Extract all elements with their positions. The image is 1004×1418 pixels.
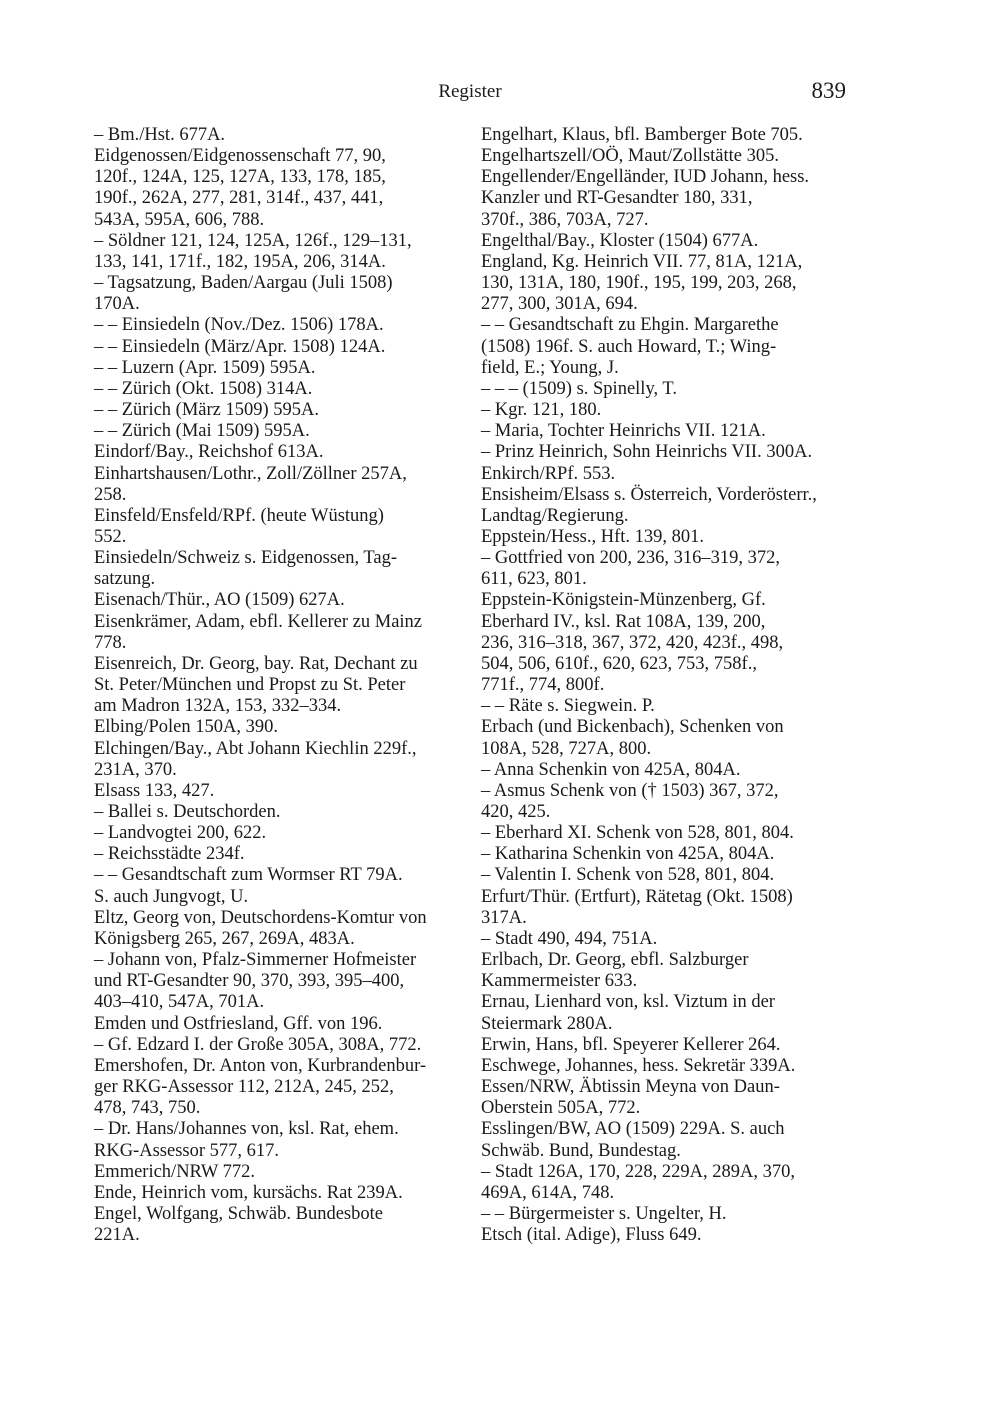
index-entry-line: – – Räte s. Siegwein. P. (481, 696, 655, 717)
index-entry-line: – Johann von, Pfalz-Simmerner Hofmeister (94, 950, 417, 971)
index-entry-continuation: 552. (94, 526, 127, 547)
index-entry-line: – Stadt 490, 494, 751A. (481, 928, 658, 949)
index-entry-continuation: 478, 743, 750. (94, 1098, 201, 1119)
index-entry (481, 717, 861, 759)
index-entry-continuation: ger RKG-Assessor 112, 212A, 245, 252, (94, 1077, 394, 1098)
index-entry-line: Emmerich/NRW 772. (94, 1161, 255, 1182)
index-entry-line: Erwin, Hans, bfl. Speyerer Kellerer 264. (481, 1034, 781, 1055)
index-entry-continuation: 221A. (94, 1225, 140, 1246)
index-entry (94, 802, 474, 823)
index-entry-line: – Kgr. 121, 180. (481, 400, 602, 421)
index-entry (481, 1035, 861, 1056)
index-entry-line: Elchingen/Bay., Abt Johann Kiechlin 229f., (94, 738, 417, 759)
index-entry-continuation: und RT-Gesandter 90, 370, 393, 395–400, (94, 971, 405, 992)
index-entry-continuation: 771f., 774, 800f. (481, 675, 605, 696)
index-entry-line: Engellender/Engelländer, IUD Johann, hess. (481, 167, 810, 188)
index-entry-line: Einhartshausen/Lothr., Zoll/Zöllner 257A, (94, 463, 407, 484)
header-title: Register (438, 81, 502, 102)
index-entry-continuation: 403–410, 547A, 701A. (94, 992, 265, 1013)
index-entry (94, 739, 474, 781)
index-entry (481, 590, 861, 696)
index-entry (481, 760, 861, 781)
index-entry-continuation: RKG-Assessor 577, 617. (94, 1140, 279, 1161)
page-number: 839 (811, 78, 846, 103)
index-entry (481, 1225, 861, 1246)
index-entry-line: Einsiedeln/Schweiz s. Eidgenossen, Tag- (94, 548, 398, 569)
index-entry-line: – – Bürgermeister s. Ungelter, H. (481, 1203, 727, 1224)
index-entry (94, 358, 474, 379)
index-entry-continuation: satzung. (94, 569, 156, 590)
index-entry-line: Eschwege, Johannes, hess. Sekretär 339A. (481, 1055, 796, 1076)
index-entry (94, 1035, 474, 1056)
index-entry-line: – – – (1509) s. Spinelly, T. (481, 378, 677, 399)
index-entry-line: – Tagsatzung, Baden/Aargau (Juli 1508) (94, 273, 393, 294)
index-entry (481, 442, 861, 463)
index-entry-line: – – Einsiedeln (März/Apr. 1508) 124A. (94, 336, 386, 357)
index-entry (481, 125, 861, 146)
index-entry (94, 273, 474, 315)
index-entry-line: Ende, Heinrich vom, kursächs. Rat 239A. (94, 1182, 403, 1203)
index-entry-continuation: 611, 623, 801. (481, 569, 587, 590)
index-entry (481, 844, 861, 865)
index-entry-line: Erbach (und Bickenbach), Schenken von (481, 717, 784, 738)
index-entry (94, 1162, 474, 1183)
index-entry-continuation: Landtag/Regierung. (481, 505, 629, 526)
index-entry-line: Erlbach, Dr. Georg, ebfl. Salzburger (481, 950, 749, 971)
index-entry-continuation: 370f., 386, 703A, 727. (481, 209, 649, 230)
index-entry (481, 929, 861, 950)
index-entry-line: Engel, Wolfgang, Schwäb. Bundesbote (94, 1203, 383, 1224)
index-entry-continuation: 504, 506, 610f., 620, 623, 753, 758f., (481, 653, 757, 674)
index-entry (94, 950, 474, 1013)
index-entry (94, 315, 474, 336)
index-entry (481, 1204, 861, 1225)
index-entry (94, 844, 474, 865)
index-entry (481, 1077, 861, 1119)
index-entry-continuation: 120f., 124A, 125, 127A, 133, 178, 185, (94, 167, 386, 188)
index-entry-line: Engelhart, Klaus, bfl. Bamberger Bote 705. (481, 125, 803, 145)
index-entry-continuation: 108A, 528, 727A, 800. (481, 738, 652, 759)
index-entry (94, 506, 474, 548)
index-entry-line: Eltz, Georg von, Deutschordens-Komtur von (94, 907, 427, 928)
index-column-right (481, 125, 861, 1246)
index-entry (481, 400, 861, 421)
index-entry (481, 887, 861, 929)
index-entry-line: – Maria, Tochter Heinrichs VII. 121A. (481, 421, 766, 442)
index-entry-continuation: Kammermeister 633. (481, 971, 638, 992)
index-entry (94, 231, 474, 273)
index-entry-line: – Landvogtei 200, 622. (94, 823, 267, 844)
index-entry (94, 590, 474, 611)
index-entry-line: – Dr. Hans/Johannes von, ksl. Rat, ehem. (94, 1119, 399, 1140)
index-entry-line: – Stadt 126A, 170, 228, 229A, 289A, 370, (481, 1161, 795, 1182)
index-entry-line: – Ballei s. Deutschorden. (94, 802, 281, 822)
index-entry (481, 865, 861, 886)
index-entry-continuation: 543A, 595A, 606, 788. (94, 209, 265, 230)
index-entry (94, 717, 474, 738)
index-entry-line: – Asmus Schenk von († 1503) 367, 372, (481, 780, 779, 801)
index-entry-line: – – Gesandtschaft zu Ehgin. Margarethe (481, 315, 779, 336)
index-entry-line: England, Kg. Heinrich VII. 77, 81A, 121A, (481, 251, 803, 272)
index-entry-continuation: 170A. (94, 294, 140, 315)
index-entry-continuation: St. Peter/München und Propst zu St. Peter (94, 675, 406, 696)
index-entry (481, 464, 861, 485)
index-entry (481, 527, 861, 548)
index-entry-line: – Söldner 121, 124, 125A, 126f., 129–131, (94, 230, 412, 251)
index-entry-continuation: 258. (94, 484, 127, 505)
index-entry-line: Eisenkrämer, Adam, ebfl. Kellerer zu Mainz (94, 611, 423, 632)
index-column-left (94, 125, 474, 1246)
index-entry-continuation: Steiermark 280A. (481, 1013, 613, 1034)
index-entry-continuation: 317A. (481, 907, 527, 928)
index-entry-line: – Gf. Edzard I. der Große 305A, 308A, 772. (94, 1034, 422, 1055)
index-entry-line: – Reichsstädte 234f. (94, 844, 245, 865)
index-entry-continuation: 469A, 614A, 748. (481, 1182, 615, 1203)
index-entry-continuation: 133, 141, 171f., 182, 195A, 206, 314A. (94, 251, 386, 272)
index-entry-line: – – Zürich (Mai 1509) 595A. (94, 421, 310, 442)
index-entry (481, 146, 861, 167)
index-entry-continuation: (1508) 196f. S. auch Howard, T.; Wing- (481, 336, 777, 357)
index-entry (481, 252, 861, 315)
index-entry (481, 696, 861, 717)
index-entry-line: – Anna Schenkin von 425A, 804A. (481, 759, 741, 780)
index-entry-continuation: 231A, 370. (94, 759, 177, 780)
index-entry-line: Elbing/Polen 150A, 390. (94, 717, 278, 738)
index-entry-line: Ensisheim/Elsass s. Österreich, Vorderösterr., (481, 484, 817, 505)
index-entry (481, 421, 861, 442)
index-entry (94, 823, 474, 844)
index-entry (94, 1183, 474, 1204)
index-entry (481, 1119, 861, 1161)
index-entry (481, 1162, 861, 1204)
index-entry (94, 146, 474, 231)
index-entry (481, 379, 861, 400)
index-entry-line: – Eberhard XI. Schenk von 528, 801, 804. (481, 823, 794, 844)
index-entry (481, 167, 861, 230)
index-entry-continuation: 277, 300, 301A, 694. (481, 294, 638, 315)
index-entry (481, 485, 861, 527)
index-entry-line: – – Einsiedeln (Nov./Dez. 1506) 178A. (94, 315, 384, 336)
index-entry-continuation: Oberstein 505A, 772. (481, 1098, 641, 1119)
index-entry (94, 464, 474, 506)
index-entry-line: Essen/NRW, Äbtissin Meyna von Daun- (481, 1077, 780, 1098)
index-entry-continuation: Schwäb. Bund, Bundestag. (481, 1140, 681, 1161)
index-entry-continuation: 130, 131A, 180, 190f., 195, 199, 203, 268, (481, 273, 797, 294)
index-entry (94, 612, 474, 654)
index-entry-line: – – Luzern (Apr. 1509) 595A. (94, 357, 316, 378)
index-entry-continuation: field, E.; Young, J. (481, 357, 619, 378)
index-entry-line: Einsfeld/Ensfeld/RPf. (heute Wüstung) (94, 505, 384, 526)
index-entry-line: – Katharina Schenkin von 425A, 804A. (481, 844, 775, 865)
index-entry-line: Etsch (ital. Adige), Fluss 649. (481, 1225, 702, 1246)
index-entry-line: Eindorf/Bay., Reichshof 613A. (94, 442, 324, 463)
index-entry-line: – Valentin I. Schenk von 528, 801, 804. (481, 865, 775, 886)
index-entry-line: – – Zürich (März 1509) 595A. (94, 400, 320, 421)
index-entry (94, 400, 474, 421)
index-entry (94, 908, 474, 950)
index-entry-continuation: 420, 425. (481, 802, 551, 822)
index-entry-line: Eppstein/Hess., Hft. 139, 801. (481, 526, 705, 547)
index-entry (481, 781, 861, 823)
index-entry (94, 1014, 474, 1035)
index-entry-continuation: 190f., 262A, 277, 281, 314f., 437, 441, (94, 188, 384, 209)
index-entry-line: Eisenach/Thür., AO (1509) 627A. (94, 590, 345, 611)
index-entry (481, 823, 861, 844)
index-entry (94, 1119, 474, 1161)
index-entry-line: – Prinz Heinrich, Sohn Heinrichs VII. 300A. (481, 442, 813, 463)
index-entry-line: Eisenreich, Dr. Georg, bay. Rat, Dechant zu (94, 653, 418, 674)
index-entry-line: Ernau, Lienhard von, ksl. Viztum in der (481, 992, 775, 1013)
index-entry (481, 315, 861, 378)
index-entry (481, 992, 861, 1034)
index-entry (481, 548, 861, 590)
index-entry-line: – – Zürich (Okt. 1508) 314A. (94, 378, 313, 399)
index-entry-continuation: 778. (94, 632, 127, 653)
index-entry (94, 125, 474, 146)
index-entry-line: Engelhartszell/OÖ, Maut/Zollstätte 305. (481, 146, 779, 167)
index-entry-line: Emershofen, Dr. Anton von, Kurbrandenbur- (94, 1055, 427, 1076)
index-entry (481, 1056, 861, 1077)
index-entry-line: Erfurt/Thür. (Ertfurt), Rätetag (Okt. 1508) (481, 886, 793, 907)
index-entry (94, 654, 474, 717)
index-entry-continuation: Eberhard IV., ksl. Rat 108A, 139, 200, (481, 611, 766, 632)
index-entry-continuation: 236, 316–318, 367, 372, 420, 423f., 498, (481, 632, 784, 653)
index-entry (94, 442, 474, 463)
index-entry (481, 950, 861, 992)
index-entry-line: Eidgenossen/Eidgenossenschaft 77, 90, (94, 146, 386, 167)
index-entry-line: Emden und Ostfriesland, Gff. von 196. (94, 1013, 383, 1034)
index-entry (94, 781, 474, 802)
index-entry-line: Eppstein-Königstein-Münzenberg, Gf. (481, 590, 766, 611)
index-entry (94, 379, 474, 400)
index-entry-line: – – Gesandtschaft zum Wormser RT 79A. (94, 865, 403, 886)
index-entry-continuation: Königsberg 265, 267, 269A, 483A. (94, 928, 355, 949)
index-entry (94, 1204, 474, 1246)
index-entry (94, 421, 474, 442)
index-entry-line: – Gottfried von 200, 236, 316–319, 372, (481, 548, 781, 569)
index-entry-continuation: S. auch Jungvogt, U. (94, 886, 249, 907)
index-entry (94, 865, 474, 907)
index-entry-line: Elsass 133, 427. (94, 780, 215, 801)
index-entry-line: Engelthal/Bay., Kloster (1504) 677A. (481, 230, 759, 251)
index-entry (481, 231, 861, 252)
index-entry-continuation: Kanzler und RT-Gesandter 180, 331, (481, 188, 753, 209)
index-entry-line: – Bm./Hst. 677A. (94, 125, 226, 145)
index-entry-continuation: am Madron 132A, 153, 332–334. (94, 696, 342, 717)
index-entry-line: Enkirch/RPf. 553. (481, 463, 616, 484)
index-entry (94, 1056, 474, 1119)
index-entry (94, 548, 474, 590)
index-entry (94, 337, 474, 358)
index-entry-line: Esslingen/BW, AO (1509) 229A. S. auch (481, 1119, 785, 1140)
